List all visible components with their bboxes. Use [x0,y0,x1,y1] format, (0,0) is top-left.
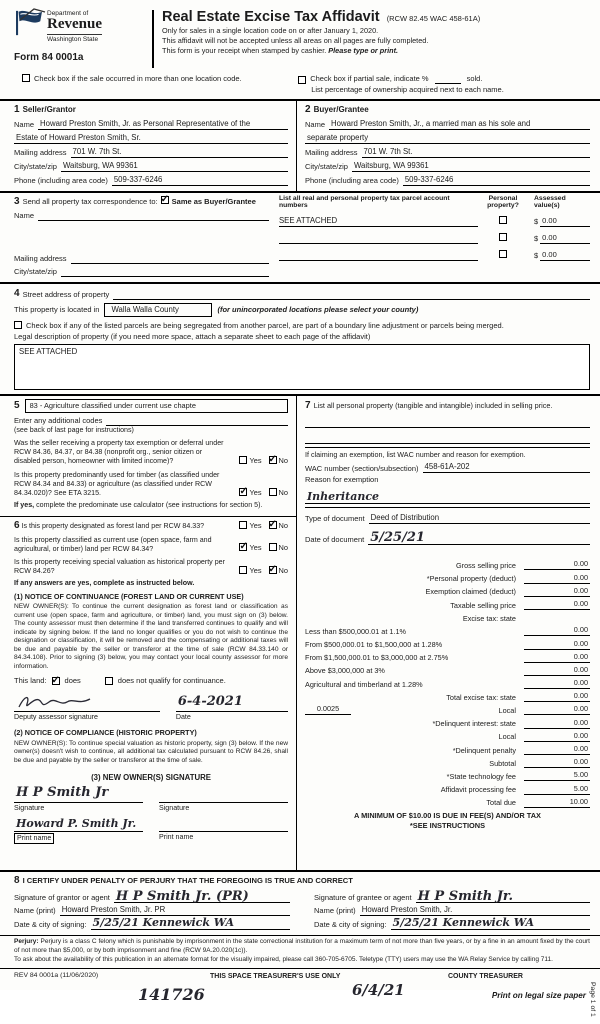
codes-note: (see back of last page for instructions) [14,425,134,434]
legal-description-input[interactable]: SEE ATTACHED [14,344,590,390]
parcel-row: SEE ATTACHED $ 0.00 [279,210,590,227]
personal-property-checkbox-2[interactable] [499,233,507,241]
notice-compliance-title: (2) NOTICE OF COMPLIANCE (HISTORIC PROPERTY) [14,728,197,738]
multi-location-label: Check box if the sale occurred in more than one location code. [34,74,242,83]
seller-city-input[interactable]: Waitsburg, WA 99361 [61,161,288,172]
treasurer-stamp-number: 141726 [138,985,205,1005]
seller-mailing-input[interactable]: 701 W. 7th St. [71,147,288,158]
header-note-3: This form is your receipt when stamped by cashier. Please type or print. [162,46,399,56]
form-number: Form 84 0001a [14,52,84,64]
grantee-certify-block: Signature of grantee or agent H P Smith Jr. Name (print) Howard Preston Smith, Jr. Date & city of signing: 5/25/21 Kennewick WA [314,888,590,930]
certify-statement: I CERTIFY UNDER PENALTY OF PERJURY THAT THE FOREGOING IS TRUE AND CORRECT [22,876,353,886]
ag-timberland-tax[interactable]: 0.00 [524,678,590,689]
deputy-signature-row [14,695,288,722]
owner-signature-field-2[interactable] [159,786,288,803]
parcel-input-3[interactable] [279,260,478,261]
personal-property-line-2[interactable] [305,434,590,444]
wac-input[interactable]: 458-61A-202 [423,462,590,473]
treasurer-use-label: THIS SPACE TREASURER'S USE ONLY [210,973,341,981]
grantor-date-city-field[interactable]: 5/25/21 Kennewick WA [91,918,290,930]
grantor-signature-field[interactable]: H P Smith Jr. (PR) [114,890,290,903]
seller-phone-input[interactable]: 509-337-6246 [112,175,288,186]
section-property: 4 Street address of property This property is located in Walla Walla County (for unincorporated locations please select your county) Check box if any of the listed parcels are being segregated from another parcel, are part of a boundary line adjustment or parcels being merged. Legal description of property (if you need more space, attach a separate sheet to each page of the affidavit) SEE ATTACHED [0,282,600,395]
local-tax[interactable]: 0.00 [524,704,590,715]
see-instructions-note: *SEE INSTRUCTIONS [409,821,486,831]
grantor-print-name-field[interactable]: Howard Preston Smith, Jr. PR [60,905,290,916]
timber-question: Is this property predominantly used for timber (as classified under RCW 84.34 and 84.33) or agriculture (as classified under RCW 84.34.020)? See ETA 3215. ✓ Yes No [14,471,288,499]
buyer-name-input-2[interactable]: separate property [305,133,590,144]
notice-continuance-title: (1) NOTICE OF CONTINUANCE (FOREST LAND OR CURRENT USE) [14,591,244,601]
grantee-print-name-field[interactable]: Howard Preston Smith, Jr. [360,905,590,916]
multi-location-checkbox[interactable] [22,74,30,82]
s5-q2-yes-checkbox[interactable] [239,488,247,496]
personal-property-deduct[interactable]: 0.00 [524,573,590,584]
tax-tier-2[interactable]: 0.00 [524,639,590,650]
buyer-city-input[interactable]: Waitsburg, WA 99361 [352,161,590,172]
header-note-2: This affidavit will not be accepted unless all areas on all pages are fully completed. [162,36,429,46]
buyer-title: Buyer/Grantee [313,104,369,114]
correspondence-city-input[interactable] [61,267,269,277]
s5-q1-yes-checkbox[interactable] [239,456,247,464]
parcel-numbers-header: List all real and personal property tax parcel account numbers [278,194,450,210]
section-5-header: 5 83 - Agriculture classified under current use chapte [14,399,288,413]
section-seller: 1 Seller/Grantor Name Howard Preston Smith, Jr. as Personal Representative of the Estate of Howard Preston Smith, Sr. Mailing address 701 W. 7th St. City/state/zip Waitsburg, WA 99361 Phone (including area code) 509-337-6246 [0,101,296,191]
does-not-qualify-checkbox[interactable] [105,677,113,685]
reason-label: Reason for exemption [305,475,379,485]
parcel-row: $ 0.00 [279,244,590,261]
owner-print-name-field-1[interactable]: Howard P. Smith Jr. [14,815,143,832]
doc-date-label: Date of document [305,535,365,545]
historic-question: Is this property receiving special valuation as historical property per RCW 84.26? Yes ✓ No [14,558,288,576]
doc-type-label: Type of document [305,514,365,524]
tax-tier-3[interactable]: 0.00 [524,652,590,663]
doc-date-input[interactable]: 5/25/21 [368,533,590,545]
correspondence-label: Send all property tax correspondence to: [22,196,158,206]
tax-tier-1[interactable]: 0.00 [524,625,590,636]
section-correspondence: 3 Send all property tax correspondence to: ✓ Same as Buyer/Grantee Name Mailing address City/state/zip List all real and personal property tax parcel account numbers Personal property? Assessed value(s) SEE ATTACHED $ 0.00 $ 0.00 $ 0.00 [0,191,600,282]
notice-compliance-body: NEW OWNER(S): To continue special valuation as historic property, sign (3) below. If the new owner(s) doesn't wish to continue, all additional tax calculated pursuant to RCW 84.26, shall be due and payable by the seller or transferor at the time of sale. [14,739,288,764]
delinquent-interest-state[interactable]: 0.00 [524,718,590,729]
grantor-certify-block: Signature of grantor or agent H P Smith Jr. (PR) Name (print) Howard Preston Smith, Jr. PR Date & city of signing: 5/25/21 Kennewick WA [14,888,290,930]
washington-state-label: Washington State [47,34,102,44]
form-title: Real Estate Excise Tax Affidavit [162,9,380,25]
assessed-value-2[interactable]: 0.00 [540,233,590,244]
section-1-2 [0,99,600,191]
tax-tier-4[interactable]: 0.00 [524,665,590,676]
new-owners-signature-grid: H P Smith Jr Signature Signature Howard P. Smith Jr. Print name Print name [14,786,288,844]
exemption-question: Was the seller receiving a property tax exemption or deferral under RCW 84.36, 84.37, or 84.38 (nonprofit org., senior citizen or disabled person, homeowner with limited income)? Yes ✓ No [14,439,288,467]
owner-signature-field-1[interactable]: H P Smith Jr [14,786,143,803]
deputy-date-label: Date [175,713,191,722]
partial-sale-percent-field[interactable] [435,76,461,84]
notice-continuance-body: NEW OWNER(S): To continue the current designation as forest land or classification as current use (open space, farm and agriculture, or timber) land, you must sign on (3) below. The county assessor must then determine if the land transferred continues to qualify and will indicate by signing below. If the land no longer qualifies or you do not wish to continue the designation or classification, it will be removed and the compensating or additional taxes will be due and payable by the seller or transferor at the time of sale (RCW 84.33.140 or 84.34.108). Prior to signing (3) below, you may contact your local county assessor for more information. [14,602,288,670]
any-yes-note: If any answers are yes, complete as instructed below. [14,579,195,588]
state-technology-fee[interactable]: 5.00 [524,770,590,781]
correspondence-mailing-input[interactable] [71,254,269,264]
buyer-name-input[interactable]: Howard Preston Smith, Jr., a married man as his sole and [329,119,590,130]
additional-codes-label: Enter any additional codes [14,416,103,425]
alt-format-notice: To ask about the availability of this publication in an alternate format for the visually impaired, please call 360-705-6705. Teletype (TTY) users may use the WA Relay Service by calling 711. [14,956,553,963]
assessed-value-1[interactable]: 0.00 [540,216,590,227]
tax-computation: Gross selling price 0.00 *Personal property (deduct) 0.00 Exemption claimed (deduct) 0.00 Taxable selling price 0.00 Excise tax: state Less than $500,000.01 at 1.1% 0.00 From $500,000.01 to $1,500,000 at 1.28% 0.00 From $1,500,000.01 to $3,000,000 at 2.75% 0.00 Above $3,000,000 at 3% 0.00 Agricultural and timberland at 1.28% 0.00 Total excise tax: state 0.00 0.0025 Local 0.00 *Delinquent interest: state 0.00 Local 0.00 *Delinquent penalty 0.00 Subtotal 0.00 *State technology fee 5.00 Affidavit processing fee 5.00 Total due 10.00 [305,559,588,808]
print-legal-note: Print on legal size paper [491,991,586,1001]
taxable-selling-price[interactable]: 0.00 [524,599,590,610]
use-code-select[interactable]: 83 - Agriculture classified under current use chapte [25,399,288,413]
buyer-phone-input[interactable]: 509-337-6246 [403,175,590,186]
forest-land-question: 6 Is this property designated as forest land per RCW 84.33? Yes ✓ No [14,519,288,532]
county-select[interactable]: Walla Walla County [104,303,212,317]
form-footer [0,968,600,1024]
parcel-table [279,195,590,277]
street-address-label: Street address of property [22,289,110,299]
page-indicator: Page 1 of 1 [589,982,597,1018]
if-yes-note: If yes, complete the predominate use calculator (see instructions for section 5). [14,501,263,510]
perjury-notice: Perjury: Perjury is a class C felony which is punishable by imprisonment in the state correctional institution for a maximum term of not more than five years, or by a fine in an amount fixed by the court of not more than $5,000, or by both imprisonment and fine (RCW 9A.20.020(1c)). To ask about the availability of this publication in an alternate format for the visually impaired, please call 360-705-6705. Teletype (TTY) users may use the WA Relay Service by calling 711. [0,935,600,966]
revenue-wordmark: Revenue [47,16,102,33]
owner-print-name-field-2[interactable] [159,815,288,832]
correspondence-name-input[interactable] [38,211,269,221]
this-land-label: This land: [14,676,47,686]
parcel-row: $ 0.00 [279,227,590,244]
gross-selling-price[interactable]: 0.00 [524,559,590,570]
deputy-assessor-signature [16,693,94,711]
partial-sale-label: Check box if partial sale, indicate % [310,74,429,83]
wac-label: WAC number (section/subsection) [305,463,419,473]
personal-property-line-1[interactable] [305,418,590,428]
doc-type-input[interactable]: Deed of Distribution [369,513,590,524]
ownership-note: List percentage of ownership acquired next to each name. [311,84,504,94]
segregated-label: Check box if any of the listed parcels are being segregated from another parcel, are part of a boundary line adjustment or parcels being merged. [26,320,504,330]
seller-title: Seller/Grantor [22,104,76,114]
new-owners-signature-title: (3) NEW OWNER(S) SIGNATURE [91,773,211,783]
grantee-signature-field[interactable]: H P Smith Jr. [416,890,590,903]
s6-q1-yes-checkbox[interactable] [239,521,247,529]
parcel-input-2[interactable] [279,243,478,244]
local-rate[interactable]: 0.0025 [305,704,351,715]
parcel-input-1[interactable]: SEE ATTACHED [279,216,478,227]
dept-of-label: Department of [47,10,89,17]
deputy-signature-label: Deputy assessor signature [14,713,98,722]
header-note-1: Only for sales in a single location code on or after January 1, 2020. [162,25,379,35]
same-as-buyer-checkbox[interactable] [161,196,169,204]
county-note: (for unincorporated locations please select your county) [217,304,419,314]
pen-mark [18,6,48,22]
land-qualify-row: This land: ✓ does does not qualify for continuance. [14,676,288,686]
section-6-divider [0,516,296,517]
s6-q3-no-checkbox[interactable] [269,566,277,574]
subtotal[interactable]: 0.00 [524,757,590,768]
located-in-label: This property is located in [14,304,100,314]
affidavit-processing-fee[interactable]: 5.00 [524,784,590,795]
section-buyer: 2 Buyer/Grantee Name Howard Preston Smith, Jr., a married man as his sole and separate property Mailing address 701 W. 7th St. City/state/zip Waitsburg, WA 99361 Phone (including area code) 509-337-6246 [296,101,600,191]
header-divider [152,10,154,68]
buyer-mailing-input[interactable]: 701 W. 7th St. [362,147,590,158]
personal-property-title: List all personal property (tangible and intangible) included in selling price. [313,401,553,411]
rev-number: REV 84 0001a (11/06/2020) [14,972,99,980]
form-title-rcw: (RCW 82.45 WAC 458-61A) [386,14,481,23]
form-header [0,6,600,72]
s6-q2-no-checkbox[interactable] [269,543,277,551]
s6-q3-yes-checkbox[interactable] [239,566,247,574]
partial-sale-checkbox[interactable] [298,76,306,84]
section-5-6-7 [0,394,600,870]
s5-q2-no-checkbox[interactable] [269,488,277,496]
s6-q2-yes-checkbox[interactable] [239,543,247,551]
s5-q1-no-checkbox[interactable] [269,456,277,464]
additional-codes-input[interactable] [106,416,288,426]
personal-property-header: Personal property? [487,194,519,210]
delinquent-penalty[interactable]: 0.00 [524,744,590,755]
deputy-date-field[interactable]: 6-4-2021 [176,695,288,712]
section-certify: 8 I CERTIFY UNDER PENALTY OF PERJURY THAT THE FOREGOING IS TRUE AND CORRECT Signature of grantor or agent H P Smith Jr. (PR) Name (print) Howard Preston Smith, Jr. PR Date & city of signing: 5/25/21 Kennewick WA Signature of grantee or agent H P Smith Jr. Name (print) Howard Preston Smith, Jr. Date & city of signing: 5/25/21 Kennewick WA [0,870,600,935]
street-address-input[interactable] [113,290,590,300]
s6-q1-no-checkbox[interactable] [269,521,277,529]
exemption-note: If claiming an exemption, list WAC number and reason for exemption. [305,450,526,460]
seller-name-input[interactable]: Howard Preston Smith, Jr. as Personal Representative of the [38,119,288,130]
deputy-signature-field[interactable] [14,695,160,712]
same-as-buyer-label: Same as Buyer/Grantee [171,196,256,206]
county-treasurer-label: COUNTY TREASURER [448,973,523,981]
grantee-date-city-field[interactable]: 5/25/21 Kennewick WA [391,918,590,930]
reason-input[interactable]: Inheritance [305,492,590,504]
does-qualify-checkbox[interactable] [52,677,60,685]
personal-property-checkbox-1[interactable] [499,216,507,224]
seller-name-input-2[interactable]: Estate of Howard Preston Smith, Sr. [14,133,288,144]
top-checkboxes: Check box if the sale occurred in more than one location code. Check box if partial sale, indicate % sold. List percentage of ownership acquired next to each name. [0,72,600,99]
segregated-checkbox[interactable] [14,321,22,329]
exemption-claimed[interactable]: 0.00 [524,586,590,597]
treasurer-stamp-date: 6/4/21 [352,981,405,1000]
minimum-due-note: A MINIMUM OF $10.00 IS DUE IN FEE(S) AND/OR TAX [354,810,541,820]
section-7: 7 List all personal property (tangible and intangible) included in selling price. If claiming an exemption, list WAC number and reason for exemption. WAC number (section/subsection) 458-61A-202 Reason for exemption Inheritance Type of document Deed of Distribution Date of document 5/25/21 Gross selling price 0.00 *Personal property (deduct) 0.00 Exemption claimed (deduct) 0.00 Taxable selling price 0.00 Excise tax: state Less than $500,000.01 at 1.1% 0.00 From $500,000.01 to $1,500,000 at 1.28% 0.00 From $1,500,000.01 to $3,000,000 at 2.75% 0.00 Above $3,000,000 at 3% 0.00 Agricultural and timberland at 1.28% 0.00 Total excise tax: state 0.00 0.0025 Local 0.00 *Delinquent interest: state 0.00 Local 0.00 *Delinquent penalty 0.00 Subtotal 0.00 *State technology fee 5.00 Affidavit processing fee 5.00 Total due 10.00 A MINIMUM OF $10.00 IS DUE IN FEE(S) AND/OR TAX *SEE INSTRUCTIONS [296,396,600,870]
total-excise-state[interactable]: 0.00 [524,691,590,702]
total-due[interactable]: 10.00 [524,797,590,808]
assessed-value-3[interactable]: 0.00 [540,250,590,261]
legal-description-label: Legal description of property (if you need more space, attach a separate sheet to each page of the affidavit) [14,332,371,342]
current-use-question: Is this property classified as current use (open space, farm and agricultural, or timber) land per RCW 84.34? ✓ Yes No [14,536,288,554]
delinquent-interest-local[interactable]: 0.00 [524,731,590,742]
assessed-value-header: Assessed value(s) [534,194,566,210]
personal-property-checkbox-3[interactable] [499,250,507,258]
